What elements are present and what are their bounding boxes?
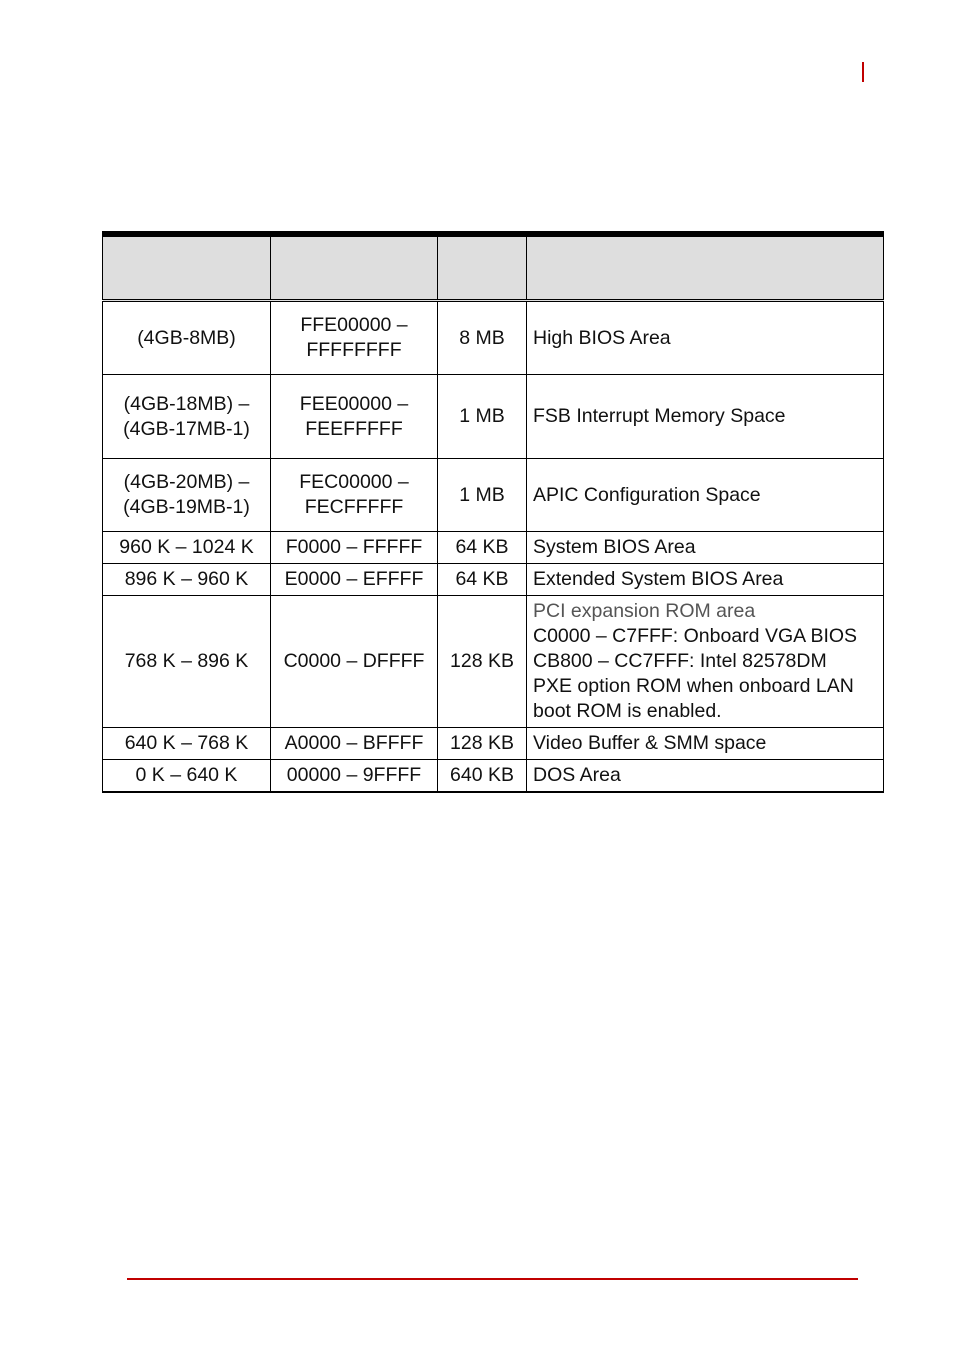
size-cell: 1 MB — [438, 459, 527, 532]
range-cell — [103, 760, 271, 793]
range-text: (4GB-20MB) – — [123, 471, 250, 493]
address-text: A0000 – BFFFF — [284, 732, 424, 754]
address-cell — [271, 301, 438, 375]
memory-map-table — [102, 231, 884, 793]
range-cell — [103, 301, 271, 375]
table-row — [103, 459, 884, 532]
address-cell — [271, 728, 438, 760]
address-cell — [271, 596, 438, 728]
table-row — [103, 760, 884, 793]
description-text: CB800 – CC7FFF: Intel 82578DM — [533, 650, 827, 672]
address-text: F0000 – FFFFF — [285, 536, 423, 558]
range-text: (4GB-8MB) — [137, 326, 236, 349]
size-cell: 1 MB — [438, 375, 527, 459]
header-cell-address — [271, 234, 438, 301]
description-cell — [527, 760, 884, 793]
table-row — [103, 375, 884, 459]
description-text: Video Buffer & SMM space — [533, 732, 767, 754]
size-cell: 64 KB — [438, 532, 527, 564]
range-text: (4GB-17MB-1) — [123, 417, 250, 440]
header-cell-range — [103, 234, 271, 301]
size-cell: 64 KB — [438, 564, 527, 596]
size-cell: 128 KB — [438, 728, 527, 760]
description-text: APIC Configuration Space — [533, 483, 761, 506]
table-row — [103, 301, 884, 375]
description-cell — [527, 459, 884, 532]
size-cell: 640 KB — [438, 760, 527, 793]
address-cell — [271, 564, 438, 596]
description-text: FSB Interrupt Memory Space — [533, 405, 786, 427]
range-text: 640 K – 768 K — [124, 732, 249, 754]
range-cell — [103, 728, 271, 760]
description-cell — [527, 564, 884, 596]
footer-rule — [127, 1278, 858, 1280]
address-text: FEEFFFFF — [305, 417, 403, 440]
range-text: (4GB-18MB) – — [123, 392, 250, 415]
table-row — [103, 596, 884, 728]
size-cell: 8 MB — [438, 301, 527, 375]
address-text: FEE00000 – — [299, 392, 409, 415]
address-text: C0000 – DFFFF — [283, 650, 425, 672]
size-cell: 128 KB — [438, 596, 527, 728]
address-cell — [271, 375, 438, 459]
description-cell — [527, 375, 884, 459]
range-cell — [103, 532, 271, 564]
address-text: FECFFFFF — [304, 496, 404, 518]
range-text: 896 K – 960 K — [124, 568, 249, 590]
address-cell — [271, 459, 438, 532]
description-cell — [527, 532, 884, 564]
description-text: PXE option ROM when onboard LAN — [533, 675, 854, 697]
range-text: 960 K – 1024 K — [119, 536, 254, 558]
header-cell-size — [438, 234, 527, 301]
range-cell — [103, 564, 271, 596]
address-text: FFE00000 – — [300, 314, 408, 336]
description-text: PCI expansion ROM area — [533, 600, 756, 622]
description-text: High BIOS Area — [533, 326, 671, 349]
header-cell-description — [527, 234, 884, 301]
range-cell — [103, 596, 271, 728]
description-cell — [527, 301, 884, 375]
table-row — [103, 564, 884, 596]
range-text: 0 K – 640 K — [135, 764, 238, 786]
table-row — [103, 728, 884, 760]
description-text: System BIOS Area — [533, 536, 696, 558]
range-text: 768 K – 896 K — [124, 650, 249, 672]
address-text: FEC00000 – — [299, 471, 409, 493]
table-header-row — [103, 234, 884, 301]
address-text: 00000 – 9FFFF — [286, 764, 422, 786]
description-text: DOS Area — [533, 764, 621, 786]
address-cell — [271, 760, 438, 793]
header-accent-mark — [862, 62, 864, 82]
table-row — [103, 532, 884, 564]
description-text: Extended System BIOS Area — [533, 568, 784, 590]
range-text: (4GB-19MB-1) — [123, 496, 250, 518]
description-cell — [527, 596, 884, 728]
address-cell — [271, 532, 438, 564]
address-text: FFFFFFFF — [306, 339, 402, 361]
address-text: E0000 – EFFFF — [284, 568, 424, 590]
description-text: boot ROM is enabled. — [533, 700, 722, 722]
range-cell — [103, 459, 271, 532]
description-cell — [527, 728, 884, 760]
description-text: C0000 – C7FFF: Onboard VGA BIOS — [533, 625, 858, 647]
range-cell — [103, 375, 271, 459]
